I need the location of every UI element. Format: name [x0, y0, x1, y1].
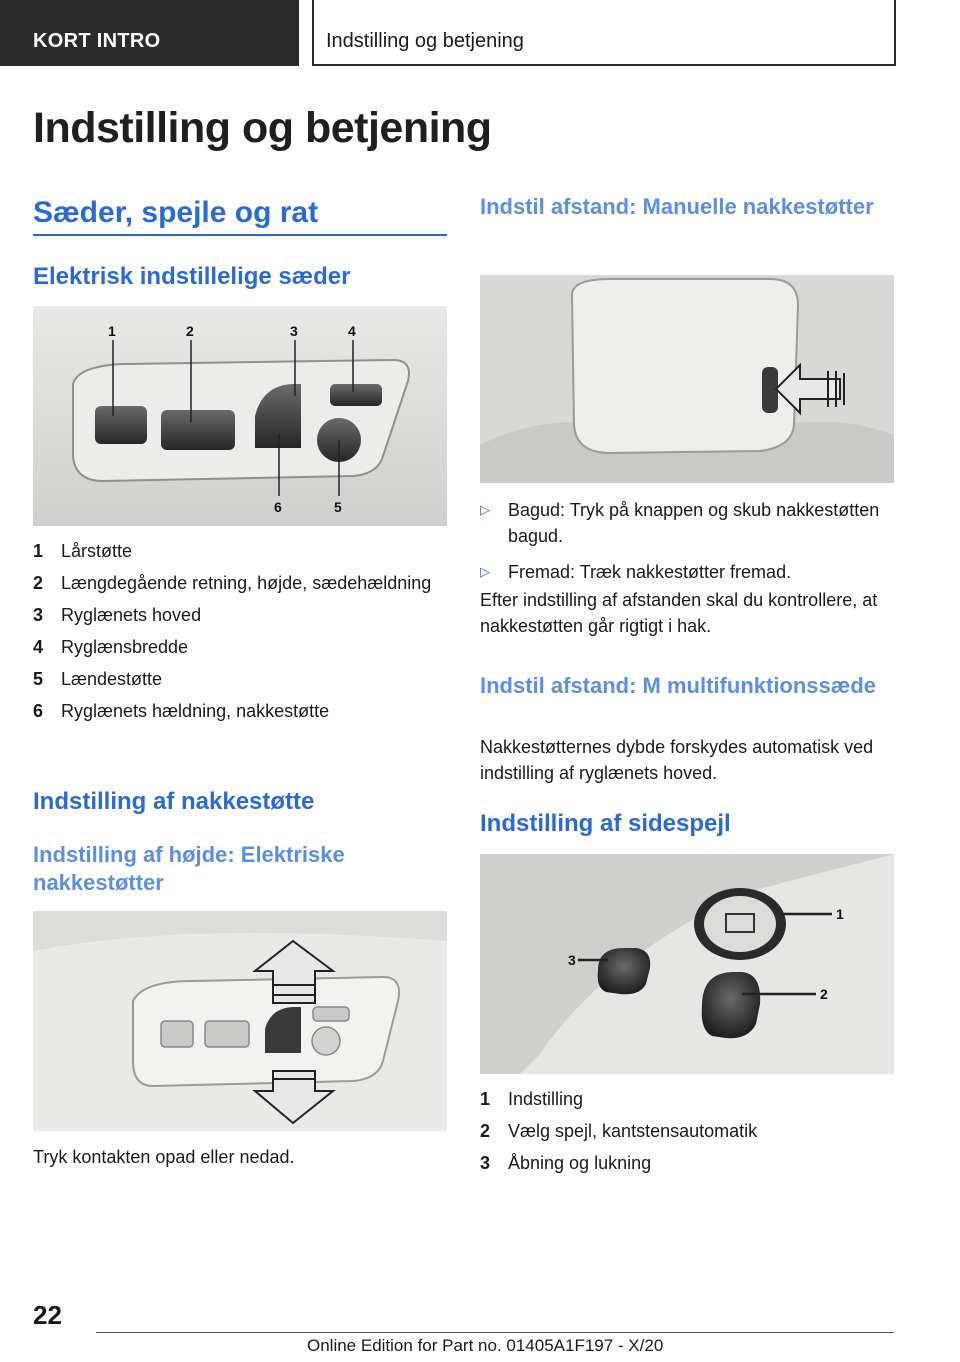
seat-callout-2: 2 — [186, 323, 194, 339]
section-rule — [33, 234, 447, 236]
header-section-tab — [0, 0, 299, 66]
footer-edition: Online Edition for Part no. 01405A1F197 - X/20 — [307, 1336, 664, 1355]
seats-heading: Elektrisk indstillelige sæder — [33, 263, 351, 290]
height-text: Tryk kontakten opad eller nedad. — [33, 1147, 295, 1167]
headrest-height-image — [33, 911, 447, 1131]
list-item: 2 Længdegående retning, højde, sædehældning — [33, 573, 432, 593]
seat-callout-4: 4 — [348, 323, 356, 339]
section-heading: Sæder, spejle og rat — [33, 196, 319, 229]
mirror-callout-1: 1 — [836, 906, 844, 922]
seat-callout-1: 1 — [108, 323, 116, 339]
distance-bullet-list — [480, 497, 894, 595]
list-item: 6 Ryglænets hældning, nakkestøtte — [33, 701, 330, 721]
distance-m-heading: Indstil afstand: M multifunktionssæde — [480, 673, 877, 698]
list-item: 4 Ryglænsbredde — [33, 637, 189, 657]
headrest-heading: Indstilling af nakkestøtte — [33, 788, 315, 815]
seat-legend-list — [33, 535, 447, 727]
mirror-callout-3: 3 — [568, 952, 576, 968]
header-section-label: KORT INTRO — [33, 30, 161, 52]
triangle-bullet-icon: ▷ — [480, 502, 490, 517]
distance-m-text: Nakkestøtternes dybde forskydes automatisk ved indstilling af ryglænets hoved. — [480, 737, 874, 783]
list-item: 5 Lændestøtte — [33, 669, 163, 689]
mirror-callout-2: 2 — [820, 986, 828, 1002]
seat-controls-image — [33, 306, 447, 526]
headrest-manual-image — [480, 275, 894, 483]
triangle-bullet-icon: ▷ — [480, 564, 490, 579]
distance-manual-heading: Indstil afstand: Manuelle nakkestøtter — [480, 194, 874, 219]
header-chapter-tab — [312, 0, 896, 66]
page-title: Indstilling og betjening — [33, 104, 492, 152]
mirror-legend-list — [480, 1083, 894, 1179]
footer-rule — [96, 1332, 894, 1333]
seat-callout-5: 5 — [334, 499, 342, 515]
mirror-controls-image — [480, 854, 894, 1074]
mirror-heading: Indstilling af sidespejl — [480, 810, 731, 837]
list-item: 1 Lårstøtte — [33, 541, 133, 561]
list-item: 2 Vælg spejl, kantstensautomatik — [480, 1121, 758, 1141]
list-item: 1 Indstilling — [480, 1089, 584, 1109]
seat-callout-3: 3 — [290, 323, 298, 339]
header-chapter-label: Indstilling og betjening — [326, 30, 524, 52]
list-item: ▷ Fremad: Træk nakkestøtter fremad. — [480, 559, 894, 585]
list-item: 3 Ryglænets hoved — [33, 605, 202, 625]
list-item: 3 Åbning og lukning — [480, 1153, 652, 1173]
list-item: ▷ Bagud: Tryk på knappen og skub nakkestøtten bagud. — [480, 497, 894, 549]
page-number: 22 — [33, 1300, 62, 1330]
after-text: Efter indstilling af afstanden skal du kontrollere, at nakkestøtten går rigtigt i hak. — [480, 590, 878, 636]
height-heading: Indstilling af højde: Elektriske nakkestøtter — [33, 842, 345, 895]
seat-callout-6: 6 — [274, 499, 282, 515]
